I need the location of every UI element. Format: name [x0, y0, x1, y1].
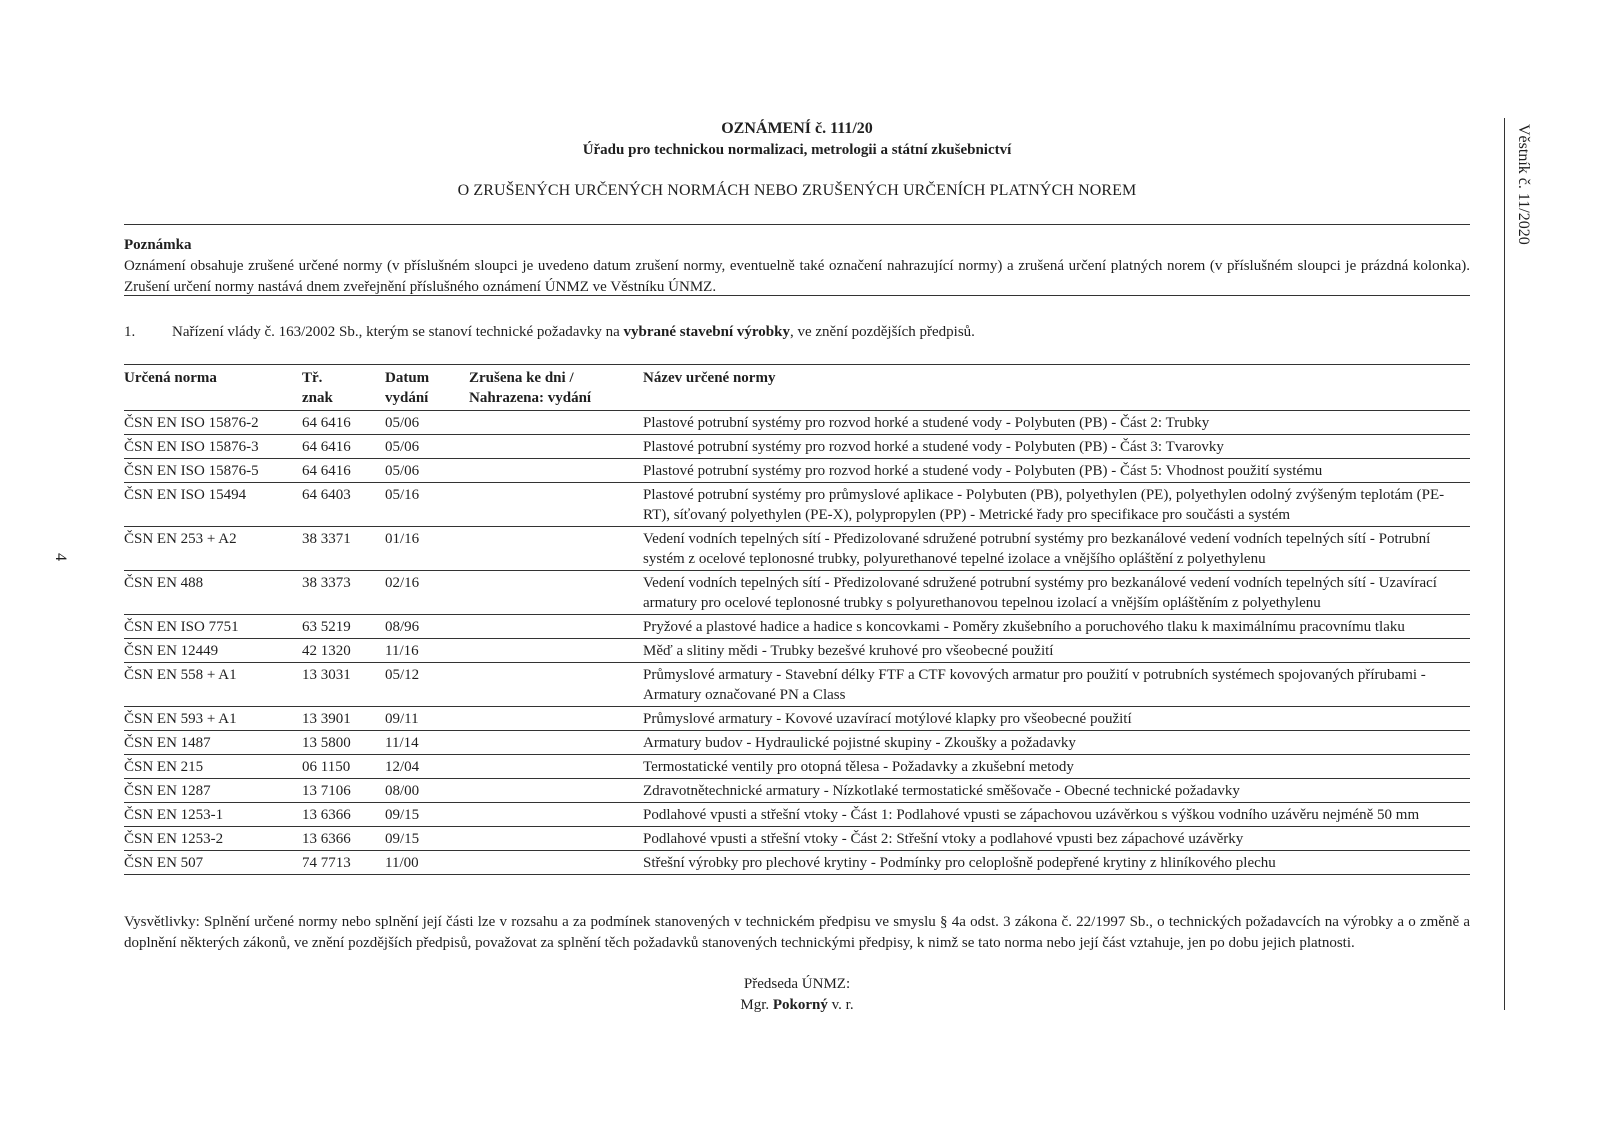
- cell-cancel: [469, 755, 643, 779]
- regulation-number: 1.: [124, 324, 136, 340]
- table-row: [124, 827, 1470, 851]
- cell-class: 64 6416: [302, 411, 385, 435]
- cell-date: 08/00: [385, 779, 469, 803]
- cell-class: 13 3031: [302, 663, 385, 707]
- cell-cancel: [469, 827, 643, 851]
- cell-cancel: [469, 571, 643, 615]
- notice-subject: O ZRUŠENÝCH URČENÝCH NORMÁCH NEBO ZRUŠENÝCH URČENÍCH PLATNÝCH NOREM: [457, 182, 1137, 199]
- regulation-text-bold: vybrané stavební výrobky: [623, 324, 790, 340]
- table-row: [124, 731, 1470, 755]
- footnote: Vysvětlivky: Splnění určené normy nebo splnění její části lze v rozsahu a za podmínek stanovených v technickém předpisu ve smyslu § 4a odst. 3 zákona č. 22/1997 Sb., o technických požadavcích na výrobky a o změně a doplnění některých zákonů, ve znění pozdějších předpisů, považovat za splnění těch požadavků stanovených technickými předpisy, k nimž se tato norma nebo její část vztahuje, jen po dobu jejich platnosti.: [124, 914, 1470, 951]
- cell-class: 42 1320: [302, 639, 385, 663]
- cell-norm: ČSN EN ISO 15876-5: [124, 459, 302, 483]
- header-cancel-line2: Nahrazena: vydání: [469, 390, 592, 406]
- table-row: [124, 851, 1470, 875]
- header-class-line2: znak: [302, 390, 333, 406]
- cell-date: 09/15: [385, 803, 469, 827]
- cell-norm: ČSN EN ISO 15494: [124, 483, 302, 527]
- cell-date: 02/16: [385, 571, 469, 615]
- regulation-text-end: , ve znění pozdějších předpisů.: [789, 324, 975, 340]
- cell-class: 64 6416: [302, 435, 385, 459]
- cell-cancel: [469, 707, 643, 731]
- regulation-heading: [124, 324, 1470, 341]
- table-header-row: [124, 365, 1470, 411]
- cell-norm: ČSN EN ISO 7751: [124, 615, 302, 639]
- cell-date: 08/96: [385, 615, 469, 639]
- cell-name: Pryžové a plastové hadice a hadice s koncovkami - Poměry zkušebního a poruchového tlaku k maximálnímu pracovnímu tlaku: [643, 615, 1470, 639]
- header-class-line1: Tř.: [302, 370, 323, 386]
- cell-date: 11/16: [385, 639, 469, 663]
- signature-prefix: Mgr.: [740, 997, 773, 1013]
- notice-authority: Úřadu pro technickou normalizaci, metrologii a státní zkušebnictví: [582, 142, 1012, 158]
- table-row: [124, 663, 1470, 707]
- cell-name: Plastové potrubní systémy pro rozvod horké a studené vody - Polybuten (PB) - Část 5: Vhodnost použití systému: [643, 459, 1470, 483]
- cell-cancel: [469, 459, 643, 483]
- cell-name: Vedení vodních tepelných sítí - Předizolované sdružené potrubní systémy pro bezkanálové vedení vodních tepelných sítí - Uzavírací armatury pro ocelové teplonosné trubky s polyurethanovou tepelnou izolací a vnějším opláštěním z polyethylenu: [643, 571, 1470, 615]
- signature-role: Předseda ÚNMZ:: [743, 976, 851, 992]
- header-cancel-line1: Zrušena ke dni /: [469, 370, 574, 386]
- cell-name: Zdravotnětechnické armatury - Nízkotlaké termostatické směšovače - Obecné technické požadavky: [643, 779, 1470, 803]
- cell-norm: ČSN EN 507: [124, 851, 302, 875]
- table-row: [124, 527, 1470, 571]
- cell-date: 05/06: [385, 459, 469, 483]
- cell-name: Armatury budov - Hydraulické pojistné skupiny - Zkoušky a požadavky: [643, 731, 1470, 755]
- header-cancel: [469, 365, 643, 411]
- norms-table: [124, 364, 1470, 875]
- header-date-line1: Datum: [385, 370, 430, 386]
- table-row: [124, 435, 1470, 459]
- cell-norm: ČSN EN 215: [124, 755, 302, 779]
- cell-name: Měď a slitiny mědi - Trubky bezešvé kruhové pro všeobecné použití: [643, 639, 1470, 663]
- table-row: [124, 571, 1470, 615]
- cell-norm: ČSN EN ISO 15876-2: [124, 411, 302, 435]
- cell-norm: ČSN EN ISO 15876-3: [124, 435, 302, 459]
- cell-cancel: [469, 851, 643, 875]
- cell-name: Podlahové vpusti a střešní vtoky - Část 2: Střešní vtoky a podlahové vpusti bez zápachové uzávěrky: [643, 827, 1470, 851]
- table-row: [124, 803, 1470, 827]
- note-block: [124, 235, 1470, 298]
- cell-norm: ČSN EN 1253-2: [124, 827, 302, 851]
- signature-line: [124, 997, 1470, 1014]
- cell-cancel: [469, 411, 643, 435]
- cell-norm: ČSN EN 1487: [124, 731, 302, 755]
- table-row: [124, 707, 1470, 731]
- cell-class: 13 7106: [302, 779, 385, 803]
- table-body: [124, 411, 1470, 875]
- cell-cancel: [469, 483, 643, 527]
- cell-cancel: [469, 639, 643, 663]
- cell-class: 74 7713: [302, 851, 385, 875]
- note-text: Oznámení obsahuje zrušené určené normy (v příslušném sloupci je uvedeno datum zrušení normy, eventuelně také označení nahrazující normy) a zrušená určení platných norem (v příslušném sloupci je prázdná kolonka). Zrušení určení normy nastává dnem zveřejnění příslušného oznámení ÚNMZ ve Věstníku ÚNMZ.: [124, 258, 1470, 295]
- cell-norm: ČSN EN 558 + A1: [124, 663, 302, 707]
- table-row: [124, 639, 1470, 663]
- table-row: [124, 755, 1470, 779]
- top-divider: [124, 224, 1470, 225]
- header-name: Název určené normy: [643, 365, 1470, 411]
- cell-class: 13 5800: [302, 731, 385, 755]
- cell-date: 05/06: [385, 435, 469, 459]
- cell-class: 64 6416: [302, 459, 385, 483]
- cell-cancel: [469, 663, 643, 707]
- cell-class: 13 3901: [302, 707, 385, 731]
- cell-cancel: [469, 779, 643, 803]
- cell-norm: ČSN EN 488: [124, 571, 302, 615]
- cell-date: 11/14: [385, 731, 469, 755]
- table-row: [124, 483, 1470, 527]
- cell-date: 11/00: [385, 851, 469, 875]
- cell-norm: ČSN EN 12449: [124, 639, 302, 663]
- cell-date: 05/12: [385, 663, 469, 707]
- table-row: [124, 615, 1470, 639]
- cell-name: Průmyslové armatury - Stavební délky FTF a CTF kovových armatur pro použití v potrubních systémech spojovaných přírubami - Armatury označované PN a Class: [643, 663, 1470, 707]
- signature-name: Pokorný: [772, 997, 828, 1013]
- note-divider: [124, 295, 1470, 296]
- cell-date: 12/04: [385, 755, 469, 779]
- cell-norm: ČSN EN 593 + A1: [124, 707, 302, 731]
- cell-name: Termostatické ventily pro otopná tělesa - Požadavky a zkušební metody: [643, 755, 1470, 779]
- cell-date: 05/16: [385, 483, 469, 527]
- journal-side-title: Věstník č. 11/2020: [1515, 124, 1532, 245]
- header-date-line2: vydání: [385, 390, 429, 406]
- note-title: Poznámka: [124, 237, 192, 253]
- header-class: [302, 365, 385, 411]
- cell-class: 13 6366: [302, 827, 385, 851]
- cell-cancel: [469, 803, 643, 827]
- cell-class: 38 3373: [302, 571, 385, 615]
- header-norm: Určená norma: [124, 365, 302, 411]
- cell-class: 38 3371: [302, 527, 385, 571]
- table-row: [124, 779, 1470, 803]
- cell-cancel: [469, 731, 643, 755]
- cell-cancel: [469, 527, 643, 571]
- cell-name: Plastové potrubní systémy pro průmyslové aplikace - Polybuten (PB), polyethylen (PE), polyethylen odolný zvýšeným teplotám (PE-RT), síťovaný polyethylen (PE-X), polypropylen (PP) - Metrické řady pro specifikace pro součásti a systém: [643, 483, 1470, 527]
- cell-name: Plastové potrubní systémy pro rozvod horké a studené vody - Polybuten (PB) - Část 2: Trubky: [643, 411, 1470, 435]
- cell-norm: ČSN EN 1287: [124, 779, 302, 803]
- page-number: 4: [52, 553, 69, 561]
- cell-class: 13 6366: [302, 803, 385, 827]
- cell-name: Vedení vodních tepelných sítí - Předizolované sdružené potrubní systémy pro bezkanálové vedení vodních tepelných sítí - Potrubní systém z ocelové teplonosné trubky, polyurethanové tepelné izolace a vnějšího opláštění z polyethylenu: [643, 527, 1470, 571]
- cell-class: 06 1150: [302, 755, 385, 779]
- cell-name: Střešní výrobky pro plechové krytiny - Podmínky pro celoplošně podepřené krytiny z hliníkového plechu: [643, 851, 1470, 875]
- table-row: [124, 459, 1470, 483]
- signature-suffix: v. r.: [827, 997, 854, 1013]
- cell-norm: ČSN EN 1253-1: [124, 803, 302, 827]
- cell-class: 63 5219: [302, 615, 385, 639]
- cell-cancel: [469, 615, 643, 639]
- cell-date: 09/11: [385, 707, 469, 731]
- cell-name: Průmyslové armatury - Kovové uzavírací motýlové klapky pro všeobecné použití: [643, 707, 1470, 731]
- cell-class: 64 6403: [302, 483, 385, 527]
- cell-name: Podlahové vpusti a střešní vtoky - Část 1: Podlahové vpusti se zápachovou uzávěrkou s výškou vodního uzávěru nejméně 50 mm: [643, 803, 1470, 827]
- regulation-text: Nařízení vlády č. 163/2002 Sb., kterým se stanoví technické požadavky na: [172, 324, 624, 340]
- cell-name: Plastové potrubní systémy pro rozvod horké a studené vody - Polybuten (PB) - Část 3: Tvarovky: [643, 435, 1470, 459]
- notice-title: OZNÁMENÍ č. 111/20: [721, 120, 873, 137]
- cell-norm: ČSN EN 253 + A2: [124, 527, 302, 571]
- header-date: [385, 365, 469, 411]
- cell-date: 05/06: [385, 411, 469, 435]
- table-row: [124, 411, 1470, 435]
- cell-date: 09/15: [385, 827, 469, 851]
- cell-cancel: [469, 435, 643, 459]
- cell-date: 01/16: [385, 527, 469, 571]
